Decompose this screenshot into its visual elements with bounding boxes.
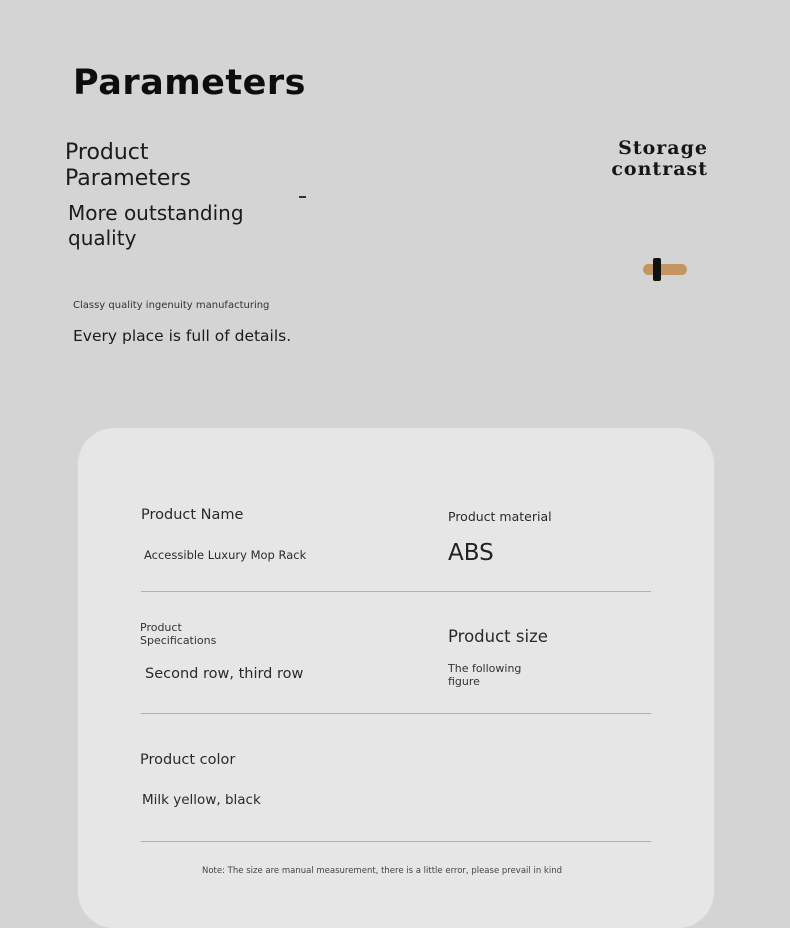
specs-label-line-1: Product (140, 621, 182, 634)
product-parameters-line-1: Product (65, 140, 149, 165)
mop-handle-illustration (643, 264, 687, 275)
mop-clip-illustration (653, 258, 661, 281)
product-size-value (448, 662, 521, 688)
product-color-label: Product color (140, 752, 236, 768)
product-specifications-label (140, 621, 216, 647)
more-quality-line-1: More outstanding (68, 201, 244, 225)
product-specifications-value: Second row, third row (145, 666, 304, 682)
classy-tagline: Classy quality ingenuity manufacturing (73, 300, 270, 311)
specs-label-line-2: Specifications (140, 634, 217, 647)
page-title: Parameters (73, 63, 306, 103)
divider (141, 841, 651, 842)
product-size-label: Product size (448, 627, 548, 646)
product-color-value: Milk yellow, black (142, 792, 261, 808)
divider (141, 713, 651, 714)
storage-line-1: Storage (618, 137, 708, 159)
product-name-value: Accessible Luxury Mop Rack (144, 548, 307, 562)
more-quality-line-2: quality (68, 226, 137, 250)
product-name-label: Product Name (141, 507, 244, 523)
divider (141, 591, 651, 592)
details-tagline: Every place is full of details. (73, 327, 292, 345)
product-parameters-heading (65, 140, 191, 192)
storage-line-2: contrast (611, 158, 708, 180)
decorative-dash (299, 196, 306, 198)
size-value-line-2: figure (448, 675, 480, 688)
storage-contrast-heading (611, 138, 708, 180)
more-quality-heading (68, 201, 244, 251)
size-value-line-1: The following (448, 662, 522, 675)
product-parameters-line-2: Parameters (65, 166, 191, 191)
product-material-label: Product material (448, 509, 552, 524)
measurement-note: Note: The size are manual measurement, there is a little error, please prevail in kind (202, 866, 562, 876)
product-material-value: ABS (448, 540, 494, 566)
